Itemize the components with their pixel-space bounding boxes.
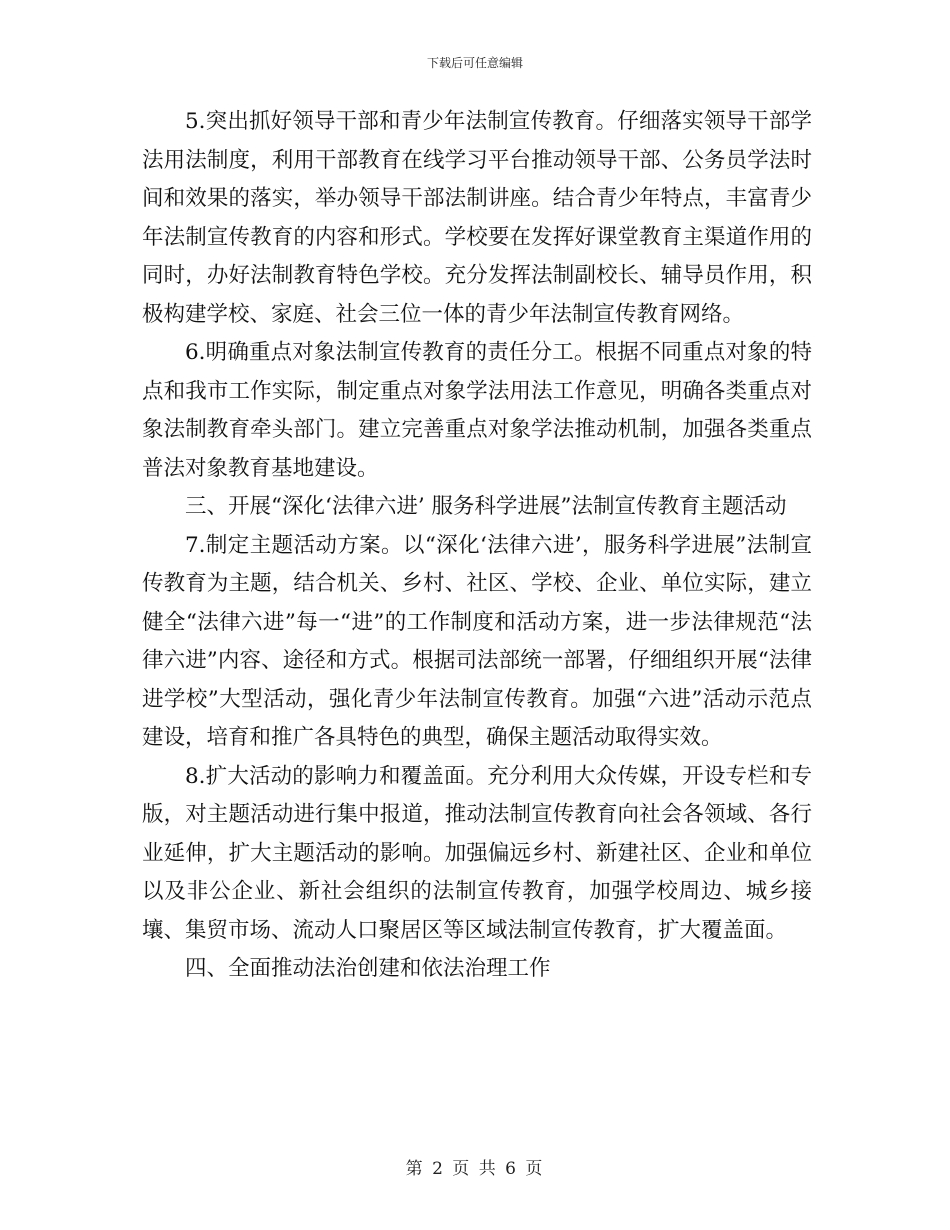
section-heading-3: 三、开展“深化‘法律六进’ 服务科学进展”法制宣传教育主题活动 <box>185 494 787 519</box>
header-note: 下载后可任意编辑 <box>426 56 523 70</box>
paragraph-item-5: 5.突出抓好领导干部和青少年法制宣传教育。仔细落实领导干部学法用法制度，利用干部教育在线学习平台推动领导干部、公务员学法时间和效果的落实，举办领导干部法制讲座。结合青少年特点，丰富青少年法制宣传教育的内容和形式。学校要在发挥好课堂教育主渠道作用的同时，办好法制教育特色学校。充分发挥法制副校长、辅导员作用，积极构建学校、家庭、社会三位一体的青少年法制宣传教育网络。 <box>142 109 812 327</box>
paragraph-item-6: 6.明确重点对象法制宣传教育的责任分工。根据不同重点对象的特点和我市工作实际，制定重点对象学法用法工作意见，明确各类重点对象法制教育牵头部门。建立完善重点对象学法推动机制，加强各类重点普法对象教育基地建设。 <box>142 340 812 481</box>
paragraph-item-8: 8.扩大活动的影响力和覆盖面。充分利用大众传媒，开设专栏和专版，对主题活动进行集中报道，推动法制宣传教育向社会各领域、各行业延伸，扩大主题活动的影响。加强偏远乡村、新建社区、企业和单位以及非公企业、新社会组织的法制宣传教育，加强学校周边、城乡接壤、集贸市场、流动人口聚居区等区域法制宣传教育，扩大覆盖面。 <box>142 763 812 943</box>
paragraph-item-7: 7.制定主题活动方案。以“深化‘法律六进’，服务科学进展”法制宣传教育为主题，结合机关、乡村、社区、学校、企业、单位实际，建立健全“法律六进”每一“进”的工作制度和活动方案，进一步法律规范“法律六进”内容、途径和方式。根据司法部统一部署，仔细组织开展“法律进学校”大型活动，强化青少年法制宣传教育。加强“六进”活动示范点建设，培育和推广各具特色的典型，确保主题活动取得实效。 <box>142 532 812 750</box>
document-body <box>142 103 812 989</box>
page-number-footer: 第 2 页 共 6 页 <box>405 1159 545 1179</box>
section-heading-4: 四、全面推动法治创建和依法治理工作 <box>185 956 551 981</box>
